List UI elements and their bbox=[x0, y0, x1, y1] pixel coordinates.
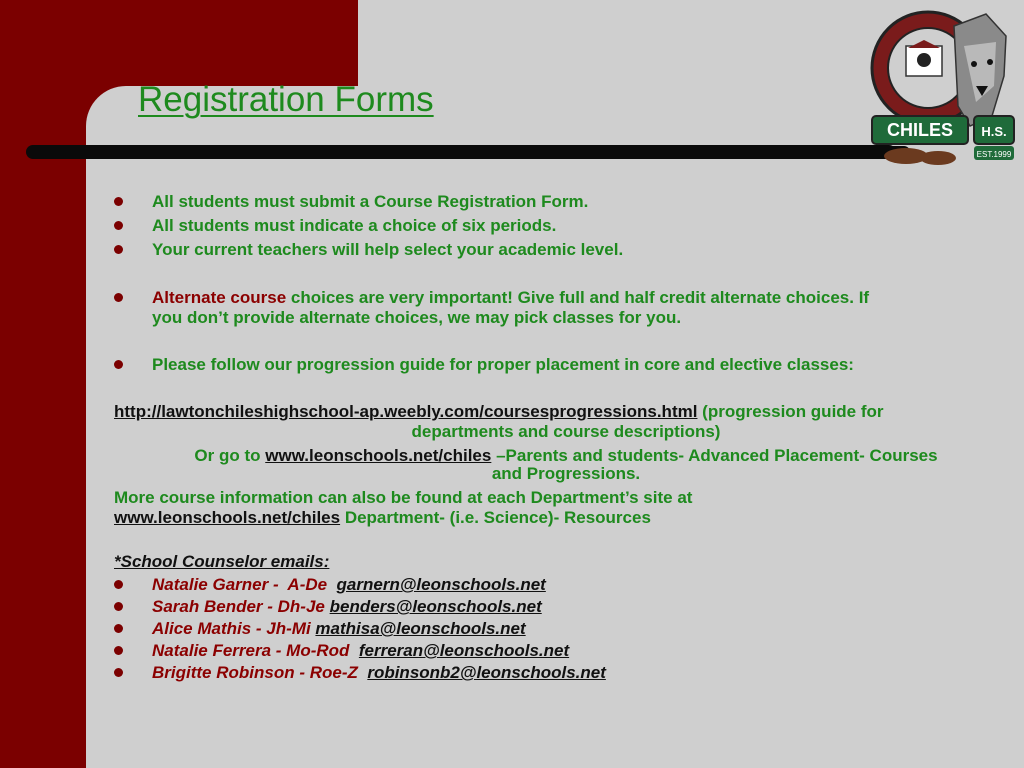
list-item-progression bbox=[114, 355, 854, 375]
or-go-to-paragraph bbox=[114, 446, 1018, 466]
counselor-label: Sarah Bender - Dh-Je bbox=[152, 597, 330, 616]
alternate-line2: you don’t provide alternate choices, we may pick classes for you. bbox=[152, 308, 682, 327]
bullet-dot bbox=[114, 646, 123, 655]
or-go-to-after: –Parents and students- Advanced Placement- Courses bbox=[491, 446, 938, 465]
counselor-item bbox=[114, 641, 569, 661]
bullet-dot bbox=[114, 197, 123, 206]
more-info-after: Department- (i.e. Science)- Resources bbox=[340, 508, 651, 527]
counselor-email-link[interactable]: garnern@leonschools.net bbox=[336, 575, 546, 594]
left-maroon-bar bbox=[0, 0, 86, 768]
or-go-to-prefix: Or go to bbox=[194, 446, 266, 465]
list-item bbox=[114, 216, 556, 236]
counselor-email-link[interactable]: ferreran@leonschools.net bbox=[358, 641, 570, 660]
bullet-dot bbox=[114, 221, 123, 230]
bullet-dot bbox=[114, 580, 123, 589]
counselor-entry bbox=[152, 619, 526, 639]
alternate-rest: choices are very important! Give full and half credit alternate choices. If bbox=[286, 288, 870, 307]
bullet-dot bbox=[114, 624, 123, 633]
list-item bbox=[114, 240, 623, 260]
counselor-entry bbox=[152, 575, 546, 595]
progression-text: Please follow our progression guide for proper placement in core and elective classes: bbox=[152, 355, 854, 374]
progression-link-paragraph bbox=[114, 402, 1018, 422]
counselor-entry bbox=[152, 663, 606, 683]
list-item bbox=[114, 192, 588, 212]
counselor-label: Alice Mathis - Jh-Mi bbox=[152, 619, 316, 638]
or-go-to-line2: and Progressions. bbox=[491, 464, 641, 483]
counselor-heading: *School Counselor emails: bbox=[114, 552, 330, 571]
progression-line2: departments and course descriptions) bbox=[411, 422, 721, 441]
counselor-label: Brigitte Robinson - Roe-Z bbox=[152, 663, 368, 682]
alternate-text bbox=[152, 288, 869, 328]
bullet-text: All students must indicate a choice of six periods. bbox=[152, 216, 557, 235]
bullet-dot bbox=[114, 360, 123, 369]
top-maroon-block bbox=[0, 0, 358, 86]
counselor-item bbox=[114, 619, 526, 639]
more-info-link[interactable]: www.leonschools.net/chiles bbox=[114, 508, 341, 527]
bullet-dot bbox=[114, 245, 123, 254]
more-info-line2 bbox=[114, 508, 651, 528]
counselor-entry bbox=[152, 597, 542, 617]
bullet-dot bbox=[114, 293, 123, 302]
counselor-email-link[interactable]: mathisa@leonschools.net bbox=[315, 619, 526, 638]
leonschools-link[interactable]: www.leonschools.net/chiles bbox=[265, 446, 492, 465]
counselor-label: Natalie Garner - A-De bbox=[152, 575, 337, 594]
counselor-item bbox=[114, 597, 542, 617]
bullet-dot bbox=[114, 602, 123, 611]
logo-hs-text: H.S. bbox=[981, 124, 1007, 139]
bullet-text: Your current teachers will help select your academic level. bbox=[152, 240, 624, 259]
progression-link[interactable]: http://lawtonchileshighschool-ap.weebly.com/coursesprogressions.html bbox=[114, 402, 698, 421]
counselor-entry bbox=[152, 641, 569, 661]
alternate-lead: Alternate course bbox=[152, 288, 287, 307]
progression-after: (progression guide for bbox=[697, 402, 884, 421]
logo-est-text: EST.1999 bbox=[976, 150, 1012, 159]
bullet-text: All students must submit a Course Registration Form. bbox=[152, 192, 589, 211]
page-title: Registration Forms bbox=[138, 80, 434, 119]
list-item-alternate bbox=[114, 288, 869, 328]
counselor-email-link[interactable]: robinsonb2@leonschools.net bbox=[367, 663, 606, 682]
counselor-item bbox=[114, 575, 546, 595]
more-info-line1: More course information can also be found at each Department’s site at bbox=[114, 488, 693, 507]
counselor-label: Natalie Ferrera - Mo-Rod bbox=[152, 641, 359, 660]
bullet-dot bbox=[114, 668, 123, 677]
title-divider bbox=[26, 145, 896, 159]
school-logo bbox=[866, 6, 1016, 172]
logo-chiles-text: CHILES bbox=[886, 120, 954, 140]
counselor-email-link[interactable]: benders@leonschools.net bbox=[329, 597, 542, 616]
counselor-item bbox=[114, 663, 606, 683]
